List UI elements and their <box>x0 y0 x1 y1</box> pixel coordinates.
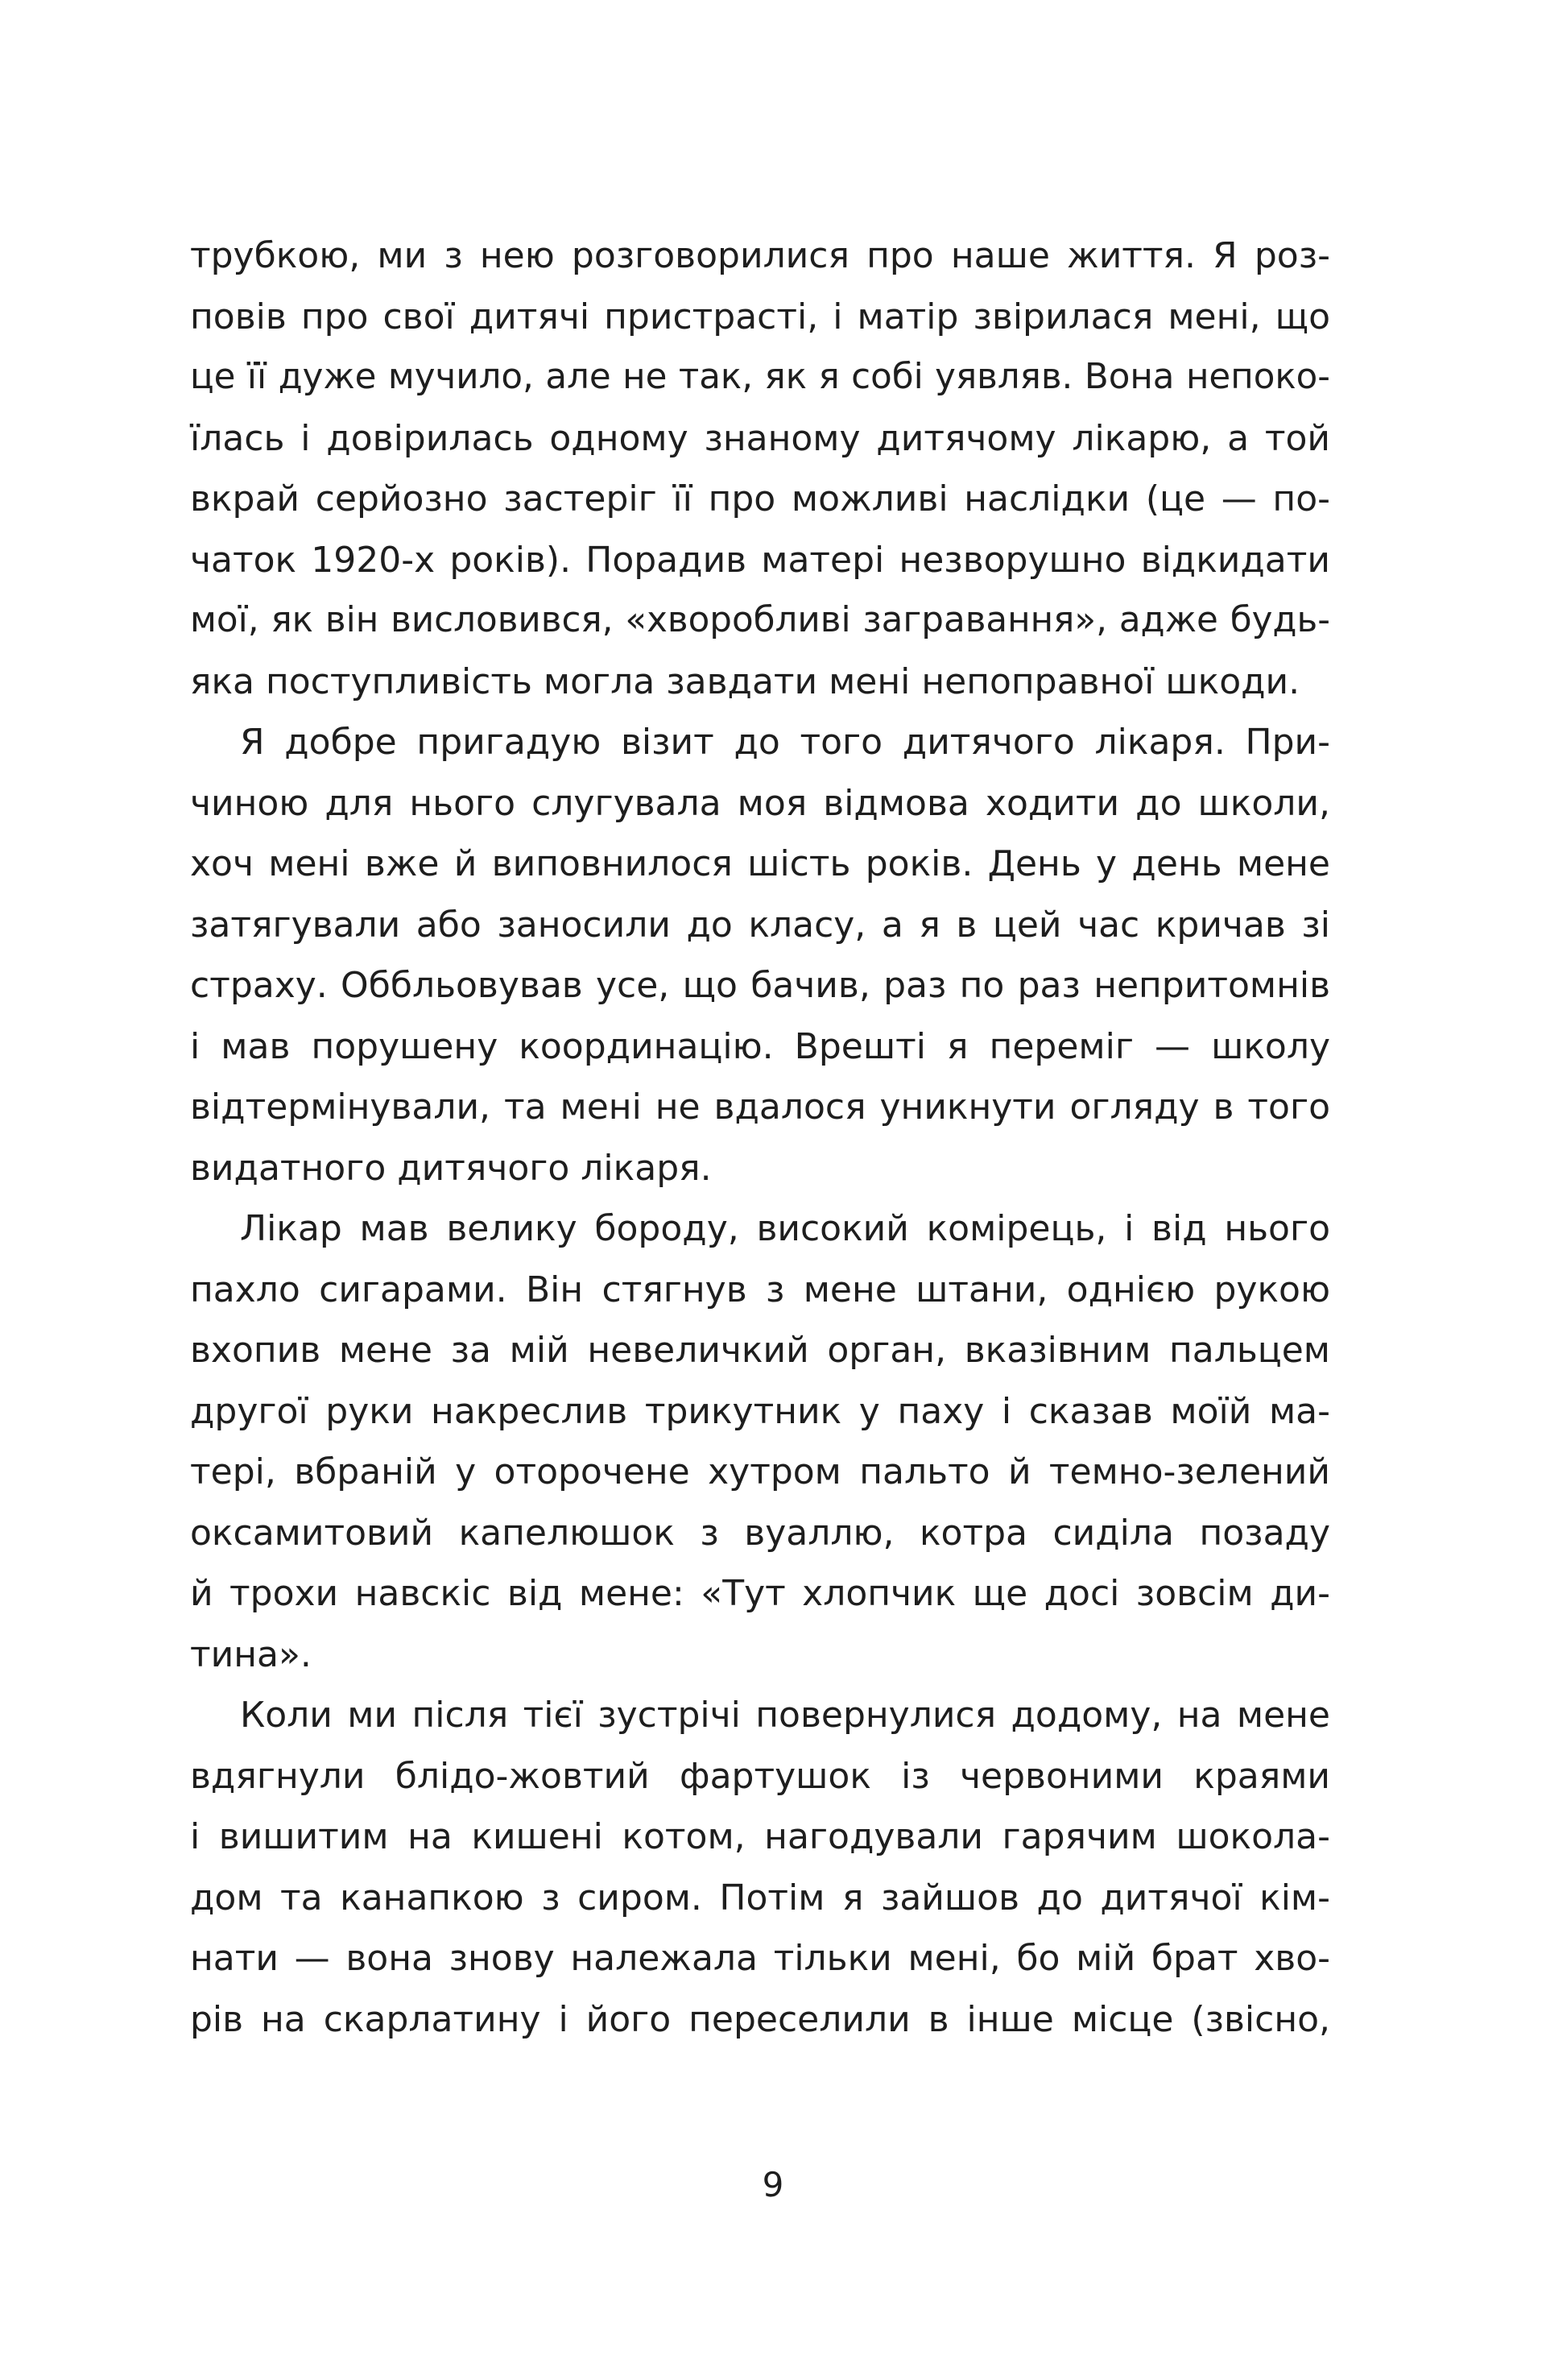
text-line: й трохи навскіс від мене: «Тут хлопчик ще досі зовсім ди- <box>190 1573 1330 1614</box>
text-line: пахло сигарами. Він стягнув з мене штани, однією рукою <box>190 1269 1330 1310</box>
paragraph <box>190 712 1330 1198</box>
text-line: видатного дитячого лікаря. <box>190 1147 712 1189</box>
text-line: страху. Оббльовував усе, що бачив, раз по раз непритомнів <box>190 965 1330 1006</box>
text-line: яка поступливість могла завдати мені непоправної шкоди. <box>190 660 1300 702</box>
text-line: оксамитовий капелюшок з вуаллю, котра сиділа позаду <box>190 1512 1330 1554</box>
text-line: вдягнули блідо-жовтий фартушок із червоними краями <box>190 1755 1330 1797</box>
text-line: тина». <box>190 1633 312 1675</box>
text-line: трубкою, ми з нею розговорилися про наше життя. Я роз- <box>190 235 1330 276</box>
body-text <box>190 226 1330 2050</box>
page-number: 9 <box>762 2165 784 2204</box>
text-line: тері, вбраній у оторочене хутром пальто й темно-зелений <box>190 1451 1330 1492</box>
text-line: повів про свої дитячі пристрасті, і матір звірилася мені, що <box>190 296 1330 337</box>
text-line: хоч мені вже й виповнилося шість років. День у день мене <box>190 843 1330 884</box>
text-line: відтермінували, та мені не вдалося уникнути огляду в того <box>190 1087 1330 1128</box>
text-line: вхопив мене за мій невеличкий орган, вказівним пальцем <box>190 1330 1330 1371</box>
text-line: і мав порушену координацію. Врешті я переміг — школу <box>190 1025 1330 1067</box>
text-line: їлась і довірилась одному знаному дитячому лікарю, а той <box>190 417 1330 459</box>
text-line: вкрай серйозно застеріг її про можливі наслідки (це — по- <box>190 478 1330 519</box>
text-line: Коли ми після тієї зустрічі повернулися додому, на мене <box>240 1695 1330 1736</box>
text-line: мої, як він висловився, «хворобливі загравання», адже будь- <box>190 600 1330 640</box>
paragraph <box>190 1198 1330 1685</box>
paragraph <box>190 1685 1330 2050</box>
text-line: нати — вона знову належала тільки мені, бо мій брат хво- <box>190 1938 1330 1979</box>
text-line: Я добре пригадую візит до того дитячого лікаря. При- <box>240 722 1330 763</box>
paragraph <box>190 226 1330 712</box>
text-line: чиною для нього слугувала моя відмова ходити до школи, <box>190 782 1330 824</box>
text-line: це її дуже мучило, але не так, як я собі уявляв. Вона непоко- <box>190 357 1330 397</box>
text-line: другої руки накреслив трикутник у паху і сказав моїй ма- <box>190 1390 1330 1432</box>
text-line: дом та канапкою з сиром. Потім я зайшов до дитячої кім- <box>190 1877 1330 1918</box>
text-line: затягували або заносили до класу, а я в цей час кричав зі <box>190 904 1330 946</box>
text-line: Лікар мав велику бороду, високий комірець, і від нього <box>240 1208 1330 1249</box>
text-line: рів на скарлатину і його переселили в інше місце (звісно, <box>190 1998 1330 2040</box>
text-line: чаток 1920-х років). Порадив матері незворушно відкидати <box>190 539 1330 581</box>
text-line: і вишитим на кишені котом, нагодували гарячим шокола- <box>190 1816 1330 1857</box>
